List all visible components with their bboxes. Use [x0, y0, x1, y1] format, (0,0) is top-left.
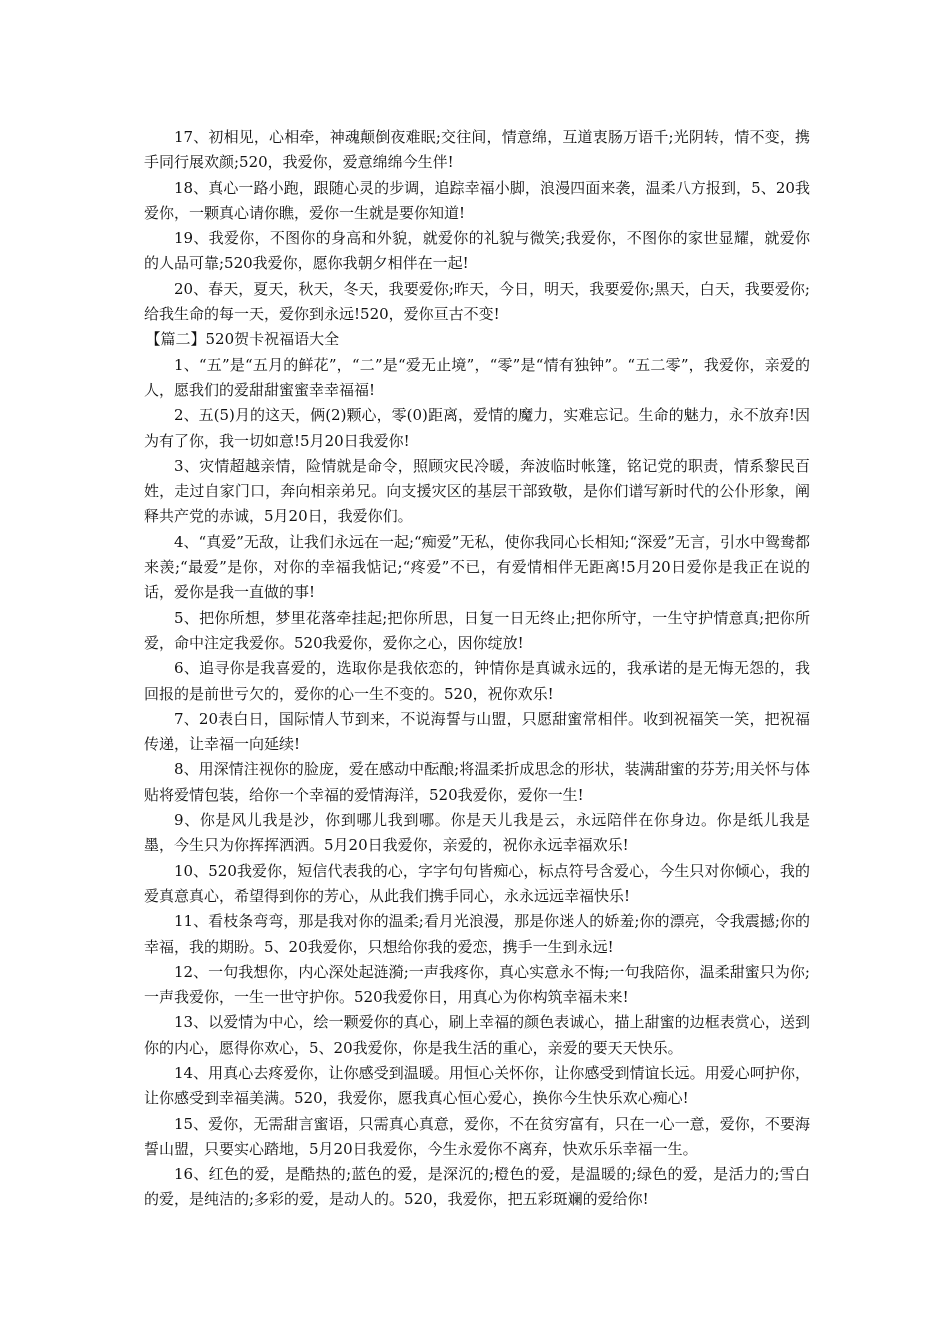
- paragraph-s2-14: 14、用真心去疼爱你，让你感受到温暖。用恒心关怀你，让你感受到情谊长远。用爱心呵护你，让你感受到幸福美满。520，我爱你，愿我真心恒心爱心，换你今生快乐欢心痴心!: [144, 1063, 810, 1108]
- paragraph-s2-8: 8、用深情注视你的脸庞，爱在感动中酝酿;将温柔折成思念的形状，装满甜蜜的芬芳;用关怀与体贴将爱情包装，给你一个幸福的爱情海洋，520我爱你，爱你一生!: [144, 760, 810, 804]
- paragraph-17: 17、初相见，心相牵，神魂颠倒夜难眠;交往间，情意绵，互道衷肠万语千;光阴转，情不变，携手同行展欢颜;520，我爱你，爱意绵绵今生伴!: [144, 128, 810, 172]
- paragraph-s2-5: 5、把你所想，梦里花落牵挂起;把你所思，日复一日无终止;把你所守，一生守护情意真;把你所爱，命中注定我爱你。520我爱你，爱你之心，因你绽放!: [144, 608, 810, 652]
- paragraph-s2-3: 3、灾情超越亲情，险情就是命令，照顾灾民冷暖，奔波临时帐篷，铭记党的职责，情系黎民百姓，走过自家门口，奔向相亲弟兄。向支援灾区的基层干部致敬，是你们谱写新时代的公仆形象，阐释共产党的赤诚，5月20日，我爱你们。: [144, 456, 810, 526]
- section-heading: 【篇二】520贺卡祝福语大全: [145, 330, 340, 349]
- paragraph-s2-6: 6、追寻你是我喜爱的，选取你是我依恋的，钟情你是真诚永远的，我承诺的是无悔无怨的，我回报的是前世亏欠的，爱你的心一生不变的。520，祝你欢乐!: [144, 659, 810, 703]
- document-body: [144, 125, 810, 1213]
- paragraph-18: 18、真心一路小跑，跟随心灵的步调，追踪幸福小脚，浪漫四面来袭，温柔八方报到，5、20我爱你，一颗真心请你瞧，爱你一生就是要你知道!: [144, 178, 810, 222]
- paragraph-s2-10: 10、520我爱你，短信代表我的心，字字句句皆痴心，标点符号含爱心，今生只对你倾心，我的爱真意真心，希望得到你的芳心，从此我们携手同心，永永远远幸福快乐!: [144, 861, 810, 905]
- paragraph-s2-16: 16、红色的爱，是酷热的;蓝色的爱，是深沉的;橙色的爱，是温暖的;绿色的爱，是活力的;雪白的爱，是纯洁的;多彩的爱，是动人的。520，我爱你，把五彩斑斓的爱给你!: [144, 1165, 810, 1209]
- paragraph-s2-2: 2、五(5)月的这天，俩(2)颗心，零(0)距离，爱情的魔力，实难忘记。生命的魅力，永不放弃!因为有了你，我一切如意!5月20日我爱你!: [144, 406, 810, 450]
- paragraph-s2-9: 9、你是风儿我是沙，你到哪儿我到哪。你是天儿我是云，永远陪伴在你身边。你是纸儿我是墨，今生只为你挥挥洒洒。5月20日我爱你，亲爱的，祝你永远幸福欢乐!: [144, 811, 810, 855]
- paragraph-s2-11: 11、看枝条弯弯，那是我对你的温柔;看月光浪漫，那是你迷人的娇羞;你的漂亮，令我震撼;你的幸福，我的期盼。5、20我爱你，只想给你我的爱恋，携手一生到永远!: [144, 912, 810, 956]
- paragraph-19: 19、我爱你，不图你的身高和外貌，就爱你的礼貌与微笑;我爱你，不图你的家世显耀，就爱你的人品可靠;520我爱你，愿你我朝夕相伴在一起!: [144, 229, 810, 273]
- paragraph-s2-13: 13、以爱情为中心，绘一颗爱你的真心，刷上幸福的颜色表诚心，描上甜蜜的边框表赏心，送到你的内心，愿得你欢心，5、20我爱你，你是我生活的重心，亲爱的要天天快乐。: [144, 1013, 810, 1057]
- paragraph-s2-12: 12、一句我想你，内心深处起涟漪;一声我疼你，真心实意永不悔;一句我陪你，温柔甜蜜只为你;一声我爱你，一生一世守护你。520我爱你日，用真心为你构筑幸福未来!: [144, 962, 810, 1007]
- paragraph-s2-15: 15、爱你，无需甜言蜜语，只需真心真意，爱你，不在贫穷富有，只在一心一意，爱你，不要海誓山盟，只要实心踏地，5月20日我爱你，今生永爱你不离弃，快欢乐乐幸福一生。: [144, 1114, 810, 1158]
- paragraph-s2-1: 1、“五”是“五月的鲜花”，“二”是“爱无止境”，“零”是“情有独钟”。“五二零”，我爱你，亲爱的人，愿我们的爱甜甜蜜蜜幸幸福福!: [144, 355, 810, 399]
- paragraph-s2-7: 7、20表白日，国际情人节到来，不说海誓与山盟，只愿甜蜜常相伴。收到祝福笑一笑，把祝福传递，让幸福一向延续!: [144, 709, 810, 754]
- paragraph-s2-4: 4、“真爱”无敌，让我们永远在一起;“痴爱”无私，使你我同心长相知;“深爱”无言，引水中鸳鸯都来羡;“最爱”是你，对你的幸福我惦记;“疼爱”不已，有爱情相伴无距离!5月20日爱你是我正在说的话，爱你是我一直做的事!: [144, 532, 810, 602]
- paragraph-20: 20、春天，夏天，秋天，冬天，我要爱你;昨天，今日，明天，我要爱你;黑天，白天，我要爱你;给我生命的每一天，爱你到永远!520，爱你亘古不变!: [144, 279, 810, 324]
